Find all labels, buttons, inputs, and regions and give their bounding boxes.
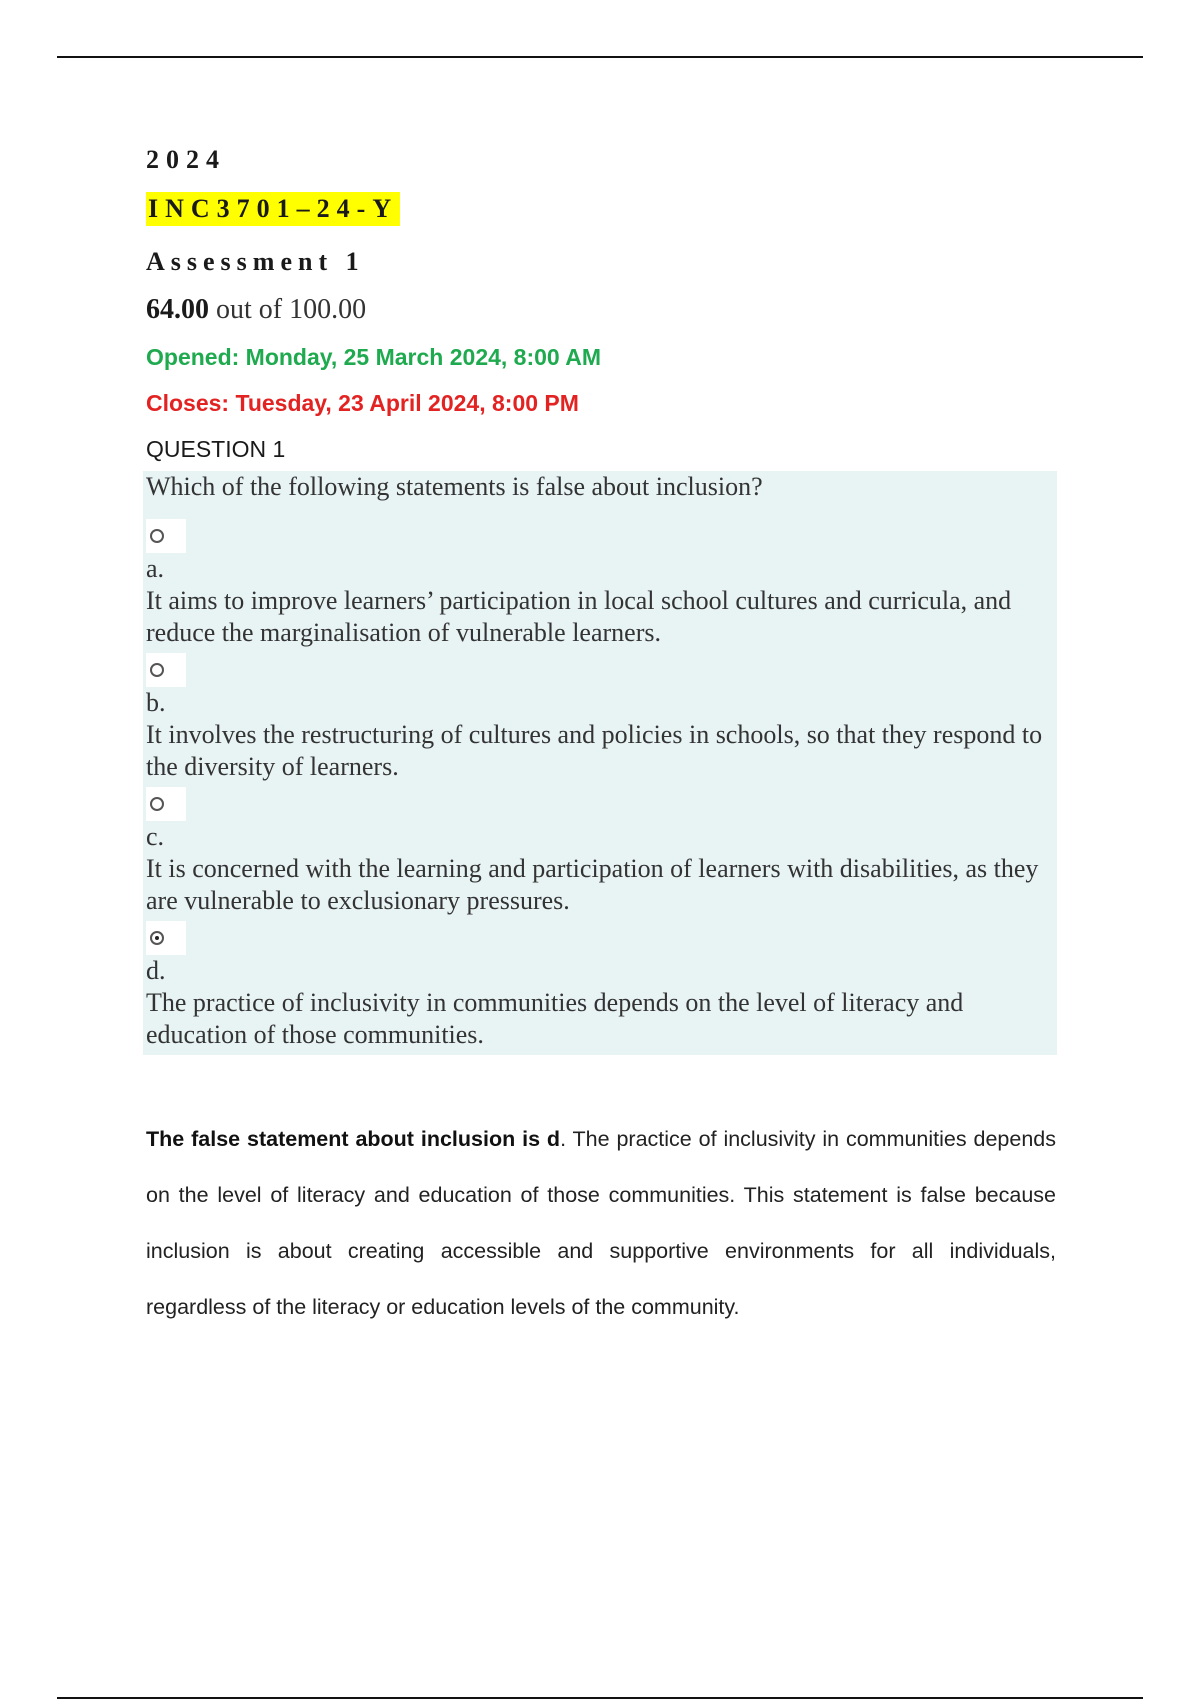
option-d-radio[interactable] [146,921,186,955]
question-text: Which of the following statements is false about inclusion? [146,472,763,501]
grade-score: 64.00 [146,294,209,325]
assessment-title: Assessment 1 [146,247,365,276]
bottom-rule [57,1697,1143,1699]
opened-date: Opened: Monday, 25 March 2024, 8:00 AM [146,344,602,370]
answer-explanation [146,1111,1056,1335]
top-rule [57,56,1143,58]
option-d-text: The practice of inclusivity in communities depends on the level of literacy and education of those communities. [146,988,964,1049]
year: 2024 [146,145,226,174]
question-heading: QUESTION 1 [146,436,286,462]
radio-icon [150,797,164,811]
option-a-text: It aims to improve learners’ participation in local school cultures and curricula, and reduce the marginalisation of vulnerable learners. [146,586,1012,647]
closes-date: Closes: Tuesday, 23 April 2024, 8:00 PM [146,390,579,416]
option-d [146,921,1054,1051]
grade-suffix: out of 100.00 [209,294,367,325]
option-d-letter: d. [146,956,166,985]
option-b-text: It involves the restructuring of cultures and policies in schools, so that they respond to the diversity of learners. [146,720,1043,781]
option-b [146,653,1054,783]
option-b-radio[interactable] [146,653,186,687]
radio-icon [150,529,164,543]
radio-selected-icon [150,931,164,945]
option-c-text: It is concerned with the learning and participation of learners with disabilities, as they are vulnerable to exclusionary pressures. [146,854,1039,915]
option-a [146,519,1054,649]
course-code-row [146,192,1056,232]
option-a-letter: a. [146,554,165,583]
question-box [143,471,1057,1055]
option-a-radio[interactable] [146,519,186,553]
course-code: INC3701–24-Y [146,192,400,226]
document-content [146,140,1056,1335]
option-c [146,787,1054,917]
grade [146,291,1056,329]
option-c-letter: c. [146,822,165,851]
option-c-radio[interactable] [146,787,186,821]
option-b-letter: b. [146,688,166,717]
answer-rest: . The practice of inclusivity in communities depends on the level of literacy and education of those communities. This statement is false because inclusion is about creating accessible and supportive environments for all individuals, regardless of the literacy or education levels of the community. [146,1127,1057,1319]
radio-icon [150,663,164,677]
answer-bold: The false statement about inclusion is d [146,1127,561,1151]
